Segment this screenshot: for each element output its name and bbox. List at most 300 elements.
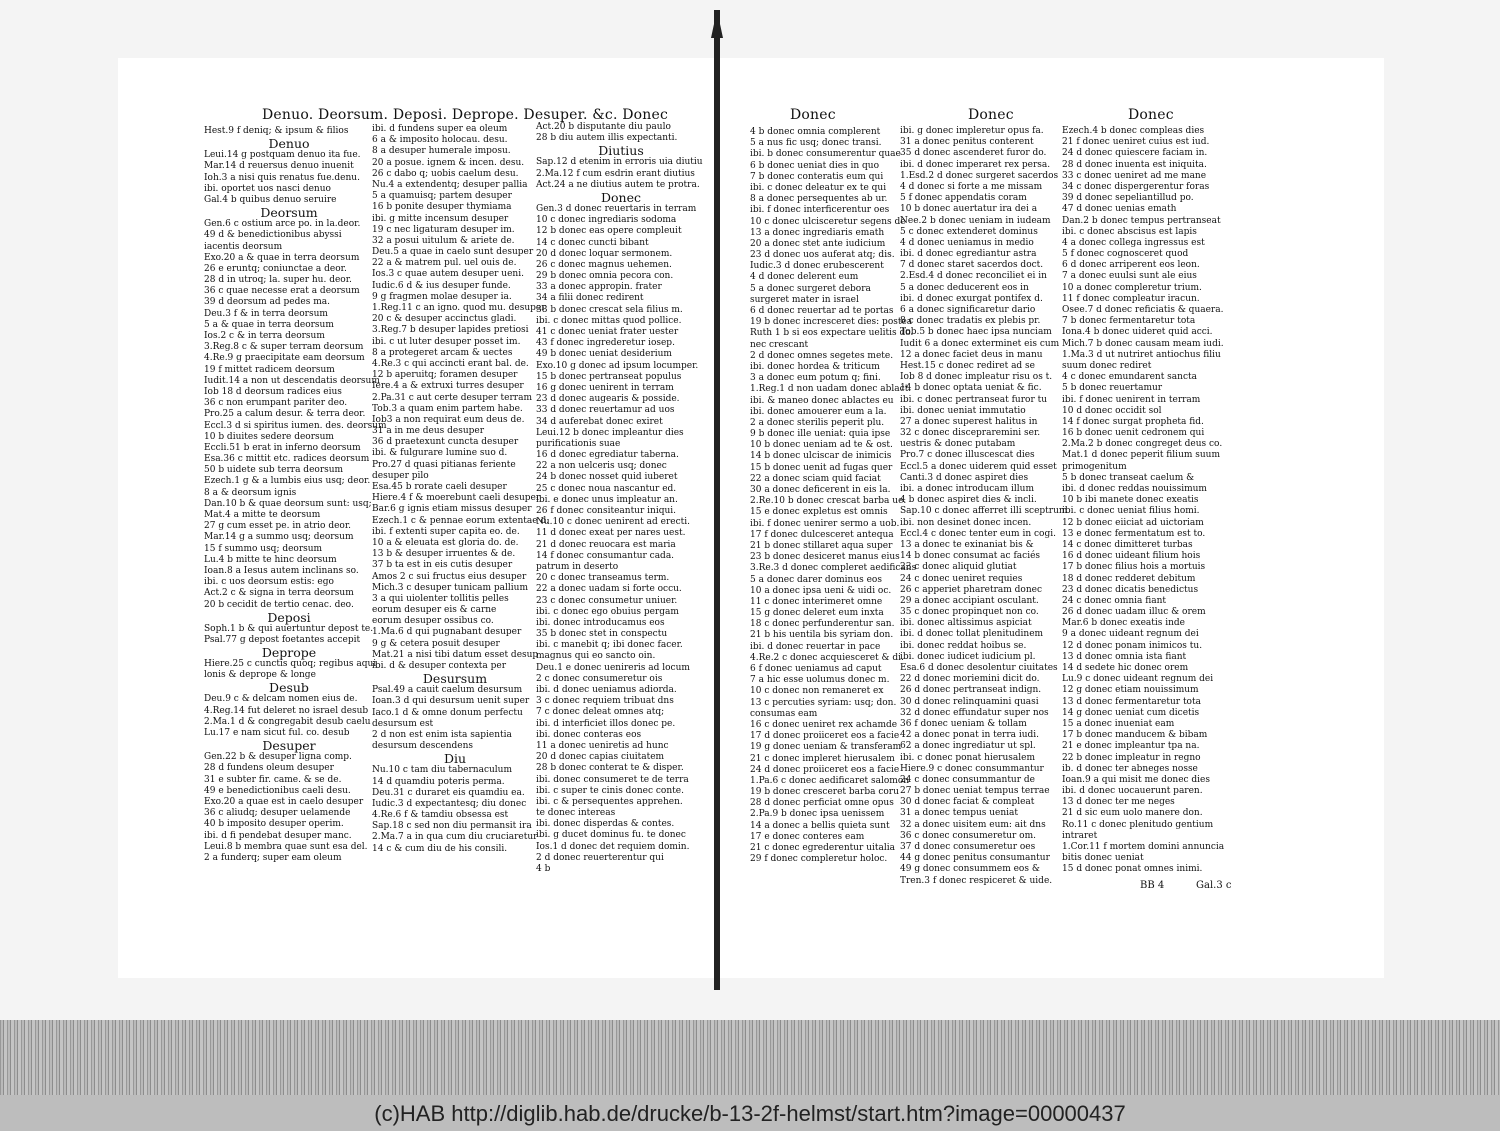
concordance-line: 4.Re.6 f & tamdiu obsessa est	[372, 810, 509, 821]
right-column-1	[750, 127, 917, 883]
concordance-line: 8 c donec tradatis ex plebis pr.	[900, 316, 1041, 327]
section-heading: Diutius	[598, 143, 644, 159]
concordance-line: Deu.1 e donec uenireris ad locum	[536, 662, 690, 673]
concordance-line: 49 e benedictionibus caeli desu.	[204, 785, 351, 796]
concordance-line: 39 d deorsum ad pedes ma.	[204, 297, 330, 308]
concordance-line: 10 c donec non remaneret ex	[750, 686, 884, 697]
concordance-line: 22 a & matrem pul. uel ouis de.	[372, 258, 517, 269]
concordance-line: 18 c donec perfunderentur san.	[750, 619, 895, 630]
concordance-line: 7 b donec conteratis eum qui	[750, 171, 884, 182]
concordance-line: 9 g fragmen molae desuper ia.	[372, 291, 512, 302]
right-column-3	[1062, 126, 1238, 882]
concordance-line: 2 a funderq; super eam oleum	[204, 852, 342, 863]
concordance-line: 14 d sedete hic donec orem	[1062, 663, 1189, 673]
concordance-line: ibi. c donec mittas quod pollice.	[536, 315, 682, 326]
concordance-line: ibi. donec hordea & triticum	[750, 361, 880, 372]
concordance-line: 24 c donec consummantur de	[900, 774, 1035, 785]
concordance-line: 20 a donec stet ante iudicium	[750, 238, 886, 249]
concordance-line: 7 c donec deleat omnes atq;	[536, 707, 665, 718]
concordance-line: 40 b imposito desuper operim.	[204, 819, 344, 830]
concordance-line: 6 d donec reuertar ad te portas	[750, 306, 894, 316]
concordance-line: Ruth 1 b si eos expectare uelitis do.	[750, 328, 914, 339]
section-heading: Deorsum	[260, 205, 318, 221]
concordance-line: 14 c donec cuncti bibant	[536, 237, 649, 248]
concordance-line: Deu.3 f & in terra deorsum	[204, 308, 328, 319]
concordance-line: Iere.4 a & extruxi turres desuper	[372, 381, 524, 392]
concordance-line: 26 c donec magnus uehemen.	[536, 259, 672, 270]
concordance-line: 29 f donec compleretur holoc.	[750, 854, 888, 865]
concordance-line: 1.Esd.2 d donec surgeret sacerdos	[900, 170, 1059, 181]
concordance-line: 5 f donec cognosceret quod	[1062, 249, 1189, 260]
concordance-line: 5 f donec appendatis coram	[900, 193, 1027, 204]
signature-mark: BB 4	[1140, 880, 1165, 891]
concordance-line: ibi. & fulgurare lumine suo d.	[372, 448, 508, 459]
concordance-line: 28 d in utroq; la. super hu. deor.	[204, 275, 352, 286]
concordance-line: Nu.4 a extendentq; desuper pallia	[372, 179, 528, 190]
concordance-line: 10 c donec ulcisceretur segens de	[750, 216, 906, 227]
concordance-line: Eccl.4 c donec tenter eum in cogi.	[900, 528, 1056, 539]
concordance-line: ibi. c manebit q; ibi donec facer.	[536, 640, 683, 651]
concordance-line: 27 g cum esset pe. in atrio deor.	[204, 521, 352, 532]
concordance-line: 5 a donec surgeret debora	[750, 283, 871, 294]
concordance-line: 4.Reg.14 fut deleret no israel desub	[204, 705, 369, 716]
concordance-line: 23 d donec dicatis benedictus	[1062, 584, 1199, 595]
concordance-line: 11 a donec ueniretis ad hunc	[536, 740, 669, 751]
concordance-line: 1.Reg.1 d non uadam donec ablact.	[750, 384, 912, 395]
concordance-line: 1.Ma.6 d qui pugnabant desuper	[372, 627, 522, 638]
concordance-line: Hest.9 f deniq; & ipsum & filios	[204, 126, 349, 136]
concordance-line: Mat.4 a mitte te deorsum	[204, 510, 321, 520]
concordance-line: 19 c nec ligaturam desuper im.	[372, 224, 515, 235]
concordance-line: 16 b ponite desuper thymiama	[372, 202, 512, 213]
concordance-line: 10 a donec ipsa ueni & uidi oc.	[750, 585, 892, 596]
section-heading: Desuper	[262, 738, 316, 754]
concordance-line: ibi. donec iudicet iudicium pl.	[900, 651, 1036, 662]
concordance-line: Ezech.1 g & a lumbis eius usq; deor.	[204, 476, 371, 487]
concordance-line: 36 c donec consumeretur om.	[900, 830, 1036, 841]
concordance-line: ib. d donec ter abneges nosse	[1062, 763, 1198, 774]
concordance-line: 16 g donec uenirent in terram	[536, 382, 674, 393]
concordance-line: Mar.14 g a summo usq; deorsum	[204, 532, 354, 543]
concordance-line: Ro.11 c donec plenitudo gentium	[1062, 819, 1214, 830]
concordance-line: Iob 18 d deorsum radices eius	[204, 386, 342, 397]
concordance-line: 22 d donec moriemini dicit do.	[900, 674, 1040, 685]
concordance-line: 22 b donec impleatur in regno	[1062, 752, 1201, 763]
concordance-line: Exo.20 a quae est in caelo desuper	[204, 796, 364, 807]
concordance-line: 13 a donec te exinaniat bis &	[900, 539, 1034, 550]
concordance-line: 15 e donec expletus est omnis	[750, 507, 888, 518]
concordance-line: Act.2 c & signa in terra deorsum	[204, 588, 354, 599]
concordance-line: 36 c quae necesse erat a deorsum	[204, 286, 360, 297]
concordance-line: Bar.6 g ignis etiam missus desuper	[372, 504, 532, 515]
section-heading: Desub	[269, 680, 309, 696]
concordance-line: 5 a & quae in terra deorsum	[204, 319, 334, 330]
section-heading: Diu	[443, 751, 467, 767]
concordance-line: Iob 8 d donec impleatur risu os t.	[900, 372, 1053, 383]
concordance-line: 8 a protegeret arcam & uectes	[372, 347, 513, 358]
concordance-line: 35 b donec stet in conspectu	[536, 629, 668, 640]
concordance-line: 19 b donec incresceret dies: postea	[750, 317, 913, 328]
concordance-line: 3.Reg.7 b desuper lapides pretiosi	[372, 325, 529, 336]
concordance-line: Sap.12 d etenim in erroris uia diutiu	[536, 157, 703, 168]
right-header-3: Donec	[1128, 107, 1174, 123]
concordance-line: 9 b donec ille ueniat: quia ipse	[750, 429, 891, 440]
concordance-line: Gal.4 b quibus denuo seruire	[204, 194, 337, 205]
concordance-line: ibi. g mitte incensum desuper	[372, 213, 509, 224]
concordance-line: Ioan.3 d qui desursum uenit super	[372, 696, 530, 707]
concordance-line: 10 d donec occidit sol	[1062, 405, 1162, 416]
concordance-line: Ios.1 d donec det requiem domin.	[536, 841, 690, 852]
concordance-line: 1.Pa.6 c donec aedificaret salomon	[750, 775, 910, 786]
concordance-line: 36 d praetexunt cuncta desuper	[372, 437, 519, 448]
concordance-line: Ioan.8 a Iesus autem inclinans so.	[204, 565, 359, 576]
concordance-line: 5 a nus fic usq; donec transi.	[750, 138, 882, 149]
concordance-line: 42 a donec ponat in terra iudi.	[900, 730, 1040, 741]
concordance-line: ibi. g ducet dominus fu. te donec	[536, 830, 686, 841]
concordance-line: Pro.27 d quasi pitianas feriente	[372, 459, 516, 470]
concordance-line: 34 c donec dispergerentur foras	[1062, 181, 1210, 192]
concordance-line: 5 a donec darer dominus eos	[750, 574, 882, 585]
concordance-line: Iob3 a non requirat eum deus de.	[372, 414, 525, 425]
concordance-line: 5 b donec transeat caelum &	[1062, 472, 1195, 483]
concordance-line: 13 c percuties syriam: usq; don.	[750, 697, 897, 708]
concordance-line: 6 a donec significaretur dario	[900, 305, 1036, 315]
concordance-line: Ioan.9 a qui misit me donec dies	[1062, 774, 1211, 785]
concordance-line: Eccl.5 a donec uiderem quid esset	[900, 461, 1057, 472]
concordance-line: 19 g donec ueniam & transferam	[750, 742, 902, 753]
concordance-line: 43 f donec ingrederetur iosep.	[536, 338, 675, 349]
concordance-line: 8 a donec persequentes ab ur.	[750, 194, 888, 205]
concordance-line: 5 b donec reuertamur	[1062, 383, 1163, 394]
concordance-line: 24 d donec quiescere faciam in.	[1062, 148, 1208, 159]
concordance-line: 17 d donec proiiceret eos a facie	[750, 731, 900, 742]
concordance-line: 20 b cecidit de tertio cenac. deo.	[204, 599, 354, 610]
concordance-line: desursum descendens	[372, 741, 473, 752]
concordance-line: ibi. d donec tollat plenitudinem	[900, 629, 1044, 640]
concordance-line: 26 c apperiet pharetram donec	[900, 584, 1042, 595]
concordance-line: 1.Reg.11 c an igno. quod mu. desuper	[372, 303, 546, 313]
left-page-header: Denuo. Deorsum. Deposi. Deprope. Desuper. &c. Donec	[262, 107, 669, 123]
concordance-line: 6 b donec ueniat dies in quo	[750, 160, 880, 171]
concordance-line: 31 a in me deus desuper	[372, 426, 485, 437]
concordance-line: 28 b donec conterat te & disper.	[536, 763, 684, 774]
concordance-line: 22 a donec sciam quid faciat	[750, 473, 881, 484]
concordance-line: ibi. d donec egrediantur astra	[900, 249, 1037, 260]
concordance-line: 14 b donec ulciscar de inimicis	[750, 451, 892, 462]
concordance-line: 2.Pa.9 b donec ipsa uenissem	[750, 809, 885, 820]
concordance-line: Tob.5 b donec haec ipsa nunciam	[900, 327, 1052, 338]
concordance-line: 16 d donec uideant filium hois	[1062, 551, 1201, 562]
concordance-line: 9 g & cetera posuit desuper	[372, 638, 500, 649]
concordance-line: Ezech.1 c & pennae eorum extentae d.	[372, 515, 550, 526]
concordance-line: 5 c donec extenderet dominus	[900, 226, 1038, 237]
concordance-line: 15 f summo usq; deorsum	[204, 543, 323, 554]
concordance-line: ibi. d donec reddas nouissimum	[1062, 484, 1207, 494]
concordance-line: 14 c donec dimitteret turbas	[1062, 539, 1193, 550]
concordance-line: 3.Reg.8 c & super terram deorsum	[204, 342, 364, 353]
concordance-line: 4 d donec si forte a me missam	[900, 181, 1043, 192]
concordance-line: ibi. donec ueniat immutatio	[900, 405, 1026, 416]
concordance-line: lonis & deprope & longe	[204, 670, 316, 681]
concordance-line: Deu.9 c & delcam nomen eius de.	[204, 694, 358, 705]
concordance-line: 12 a donec faciet deus in manu	[900, 349, 1043, 360]
concordance-line: Sap.18 c sed non diu permansit ira	[372, 821, 532, 832]
concordance-line: 3.Re.3 d donec compleret aedificans	[750, 563, 917, 574]
concordance-line: Gen.6 c ostium arce po. in la.deor.	[204, 219, 361, 230]
concordance-line: 33 d donec reuertamur ad uos	[536, 405, 675, 416]
concordance-line: 2 a donec sterilis peperit plu.	[750, 417, 885, 428]
concordance-line: ibi. c super te cinis donec conte.	[536, 785, 684, 796]
concordance-line: 5 a donec deducerent eos in	[900, 282, 1029, 293]
concordance-line: 30 d donec faciat & compleat	[900, 797, 1035, 808]
concordance-line: 12 b aperuitq; foramen desuper	[372, 370, 518, 381]
right-column-2	[900, 126, 1068, 886]
concordance-line: Act.20 b disputante diu paulo	[536, 122, 671, 132]
concordance-line: ibi. d donec reuertar in pace	[750, 641, 881, 652]
concordance-line: 12 b donec eiiciat ad uictoriam	[1062, 517, 1204, 528]
concordance-line: 4 a donec collega ingressus est	[1062, 237, 1205, 248]
concordance-line: Eccli.51 b erat in inferno deorsum	[204, 442, 361, 453]
concordance-line: 10 b diuites sedere deorsum	[204, 431, 334, 442]
concordance-line: ibi. & maneo donec ablactes eu	[750, 395, 894, 406]
concordance-line: 37 b ta est in eis cutis desuper	[372, 560, 513, 571]
concordance-line: Pro.25 a calum desur. & terra deor.	[204, 409, 366, 420]
concordance-line: 26 d donec pertranseat indign.	[900, 685, 1042, 696]
concordance-line: 13 d donec fermentaretur tota	[1062, 696, 1201, 707]
concordance-line: 21 e donec impleantur tpa na.	[1062, 741, 1200, 752]
concordance-line: 13 e donec fermentatum est to.	[1062, 528, 1206, 539]
concordance-line: 19 f mittet radicem deorsum	[204, 364, 335, 375]
concordance-line: ibi. f donec uenirer sermo a uob.	[750, 518, 900, 529]
concordance-line: 27 b donec ueniat tempus terrae	[900, 786, 1050, 797]
concordance-line: ibi. donec reddat hoibus se.	[900, 640, 1027, 651]
concordance-line: purificationis suae	[536, 438, 621, 449]
concordance-line: 19 b donec cresceret barba coru	[750, 787, 899, 798]
concordance-line: Exo.10 g donec ad ipsum locumper.	[536, 360, 699, 371]
concordance-line: 14 b donec consumat ac faciés	[900, 551, 1041, 562]
concordance-line: 2.Ma.12 f cum esdrin erant diutius	[536, 168, 695, 179]
concordance-line: suum donec rediret	[1062, 360, 1152, 371]
concordance-line: 14 b donec optata ueniat & fic.	[900, 383, 1042, 394]
concordance-line: 49 g donec consummem eos &	[900, 864, 1040, 875]
concordance-line: ibi. donec introducamus eos	[536, 617, 665, 628]
concordance-line: Hest.15 c donec rediret ad se	[900, 360, 1035, 371]
concordance-line: ibi. b donec consumerentur quae	[750, 149, 901, 160]
concordance-line: 6 a & imposito holocau. desu.	[372, 135, 508, 146]
concordance-line: 28 d fundens oleum desuper	[204, 763, 334, 774]
book-gutter	[714, 10, 720, 990]
concordance-line: 4 b	[536, 864, 551, 874]
concordance-line: ibi. d donec imperaret rex persa.	[900, 159, 1051, 170]
concordance-line: 21 b his uentila bis syriam don.	[750, 630, 894, 641]
right-header-2: Donec	[968, 107, 1014, 123]
concordance-line: nec crescant	[750, 339, 809, 350]
concordance-line: 10 b donec auertatur ira dei a	[900, 204, 1038, 215]
concordance-line: 47 d donec uenias emath	[1062, 204, 1177, 215]
concordance-line: 10 a donec compleretur trium.	[1062, 282, 1202, 293]
concordance-line: 23 d donec uos auferat atq; dis.	[750, 250, 895, 261]
concordance-line: 21 d donec reuocara est maria	[536, 539, 676, 550]
concordance-line: 32 a posui uitulum & ariete de.	[372, 235, 515, 246]
concordance-line: Iudic.3 d expectantesq; diu donec	[372, 798, 527, 809]
concordance-line: 26 c dabo q; uobis caelum desu.	[372, 168, 519, 179]
concordance-line: 15 b donec uenit ad fugas quer	[750, 462, 893, 473]
concordance-line: 2.Esd.4 d donec reconciliet ei in	[900, 271, 1047, 282]
concordance-line: 17 b donec manducem & bibam	[1062, 730, 1208, 741]
concordance-line: Nee.2 b donec ueniam in iudeam	[900, 215, 1051, 226]
concordance-line: 37 d donec consumeretur oes	[900, 842, 1036, 852]
concordance-line: 7 a donec euulsi sunt ale eius	[1062, 271, 1197, 282]
concordance-line: 32 c donec discepraremini ser.	[900, 428, 1041, 439]
concordance-line: desuper pilo	[372, 470, 429, 481]
concordance-line: Mar.6 b donec exeatis inde	[1062, 618, 1185, 629]
concordance-line: ibi. non desinet donec incen.	[900, 517, 1032, 528]
concordance-line: Esa.6 d donec desolentur ciuitates	[900, 663, 1058, 673]
concordance-line: Mat.21 a nisi tibi datum esset desup	[372, 649, 539, 660]
concordance-line: iacentis deorsum	[204, 241, 283, 252]
concordance-line: Hiere.9 c donec consummantur	[900, 763, 1044, 774]
concordance-line: 2 d donec omnes segetes mete.	[750, 350, 894, 361]
concordance-line: 2.Ma.1 d & congregabit desub caelu	[204, 716, 371, 727]
concordance-line: Dan.10 b & quae deorsum sunt: usq;	[204, 498, 372, 509]
concordance-line: Tren.3 f donec respiceret & uide.	[900, 875, 1053, 886]
concordance-line: ibi. c donec abscisus est lapis	[1062, 226, 1197, 237]
concordance-line: 2 c donec consumeretur ois	[536, 673, 663, 684]
concordance-line: 36 c non erumpant pariter deo.	[204, 398, 348, 409]
section-heading: Denuo	[268, 136, 310, 152]
concordance-line: Deu.5 a quae in caelo sunt desuper	[372, 247, 534, 258]
concordance-line: ibi. d donec exurgat pontifex d.	[900, 293, 1043, 304]
concordance-line: 39 d donec sepeliantillud po.	[1062, 193, 1194, 204]
concordance-line: 17 b donec filius hois a mortuis	[1062, 562, 1206, 573]
concordance-line: 62 a donec ingrediatur ut spl.	[900, 741, 1036, 752]
concordance-line: 13 a donec ingrediaris emath	[750, 227, 885, 238]
concordance-line: 11 f donec compleatur iracun.	[1062, 293, 1200, 304]
concordance-line: ibi. f extenti super capita eo. de.	[372, 526, 520, 537]
concordance-line: 23 c donec aliquid glutiat	[900, 562, 1017, 573]
concordance-line: ibi. f donec interficerentur oes	[750, 205, 890, 216]
concordance-line: 10 c donec ingrediaris sodoma	[536, 215, 677, 226]
concordance-line: Iudit.14 a non ut descendatis deorsum	[204, 375, 380, 386]
concordance-line: 4 c donec emundarent sancta	[1062, 372, 1197, 383]
concordance-line: 23 b donec desiceret manus eius	[750, 552, 900, 563]
concordance-line: intraret	[1062, 830, 1098, 841]
concordance-line: 9 a donec uideant regnum dei	[1062, 629, 1199, 640]
concordance-line: ibi. d interficiet illos donec pe.	[536, 718, 676, 729]
concordance-line: 1.Ma.3 d ut nutriret antiochus filiu	[1062, 349, 1221, 360]
concordance-line: patrum in deserto	[536, 561, 619, 572]
concordance-line: 4 d donec delerent eum	[750, 272, 859, 283]
concordance-line: ibi. donec amouerer eum a la.	[750, 406, 887, 417]
concordance-line: ibi. d fundens super ea oleum	[372, 124, 508, 134]
concordance-line: 3 a qui uiolenter tollitis pelles	[372, 593, 509, 604]
concordance-line: 2.Ma.2 b donec congreget deus co.	[1062, 439, 1223, 450]
concordance-line: 21 d sic eum uolo manere don.	[1062, 808, 1203, 819]
concordance-line: 21 c donec impleret hierusalem	[750, 753, 895, 764]
concordance-line: 31 e subter fir. came. & se de.	[204, 774, 342, 785]
concordance-line: 20 d donec loquar sermonem.	[536, 248, 673, 259]
concordance-line: 26 d donec uadam illuc & orem	[1062, 607, 1206, 618]
concordance-line: 24 c donec ueniret requies	[900, 573, 1023, 584]
concordance-line: 23 d donec augearis & posside.	[536, 394, 680, 405]
concordance-line: 29 b donec omnia pecora con.	[536, 271, 674, 282]
concordance-line: 10 a & eleuata est gloria do. de.	[372, 537, 519, 548]
concordance-line: 11 c donec interimeret omne	[750, 596, 883, 607]
concordance-line: Psal.49 a cauit caelum desursum	[372, 685, 523, 696]
concordance-line: 4.Re.3 c qui accincti erant bal. de.	[372, 358, 529, 369]
concordance-line: 16 d donec egrediatur taberna.	[536, 450, 679, 461]
concordance-line: 2.Pa.31 c aut certe desuper terram	[372, 392, 532, 403]
concordance-line: 13 d donec ter me neges	[1062, 797, 1175, 808]
concordance-line: Exo.20 a & quae in terra deorsum	[204, 252, 360, 263]
section-heading: Desursum	[422, 671, 488, 687]
concordance-line: Deu.31 c duraret eis quamdiu ea.	[372, 787, 525, 798]
concordance-line: 13 b & desuper irruentes & de.	[372, 549, 516, 560]
concordance-line: uestris & donec putabam	[900, 439, 1016, 450]
concordance-line: ibi. c & persequentes apprehen.	[536, 796, 683, 807]
concordance-line: 28 d donec inuenta est iniquita.	[1062, 159, 1207, 170]
concordance-line: 29 a donec accipiant osculant.	[900, 595, 1039, 606]
concordance-line: 24 c donec omnia fiant	[1062, 595, 1167, 606]
section-heading: Deprope	[261, 645, 317, 661]
concordance-line: 33 c donec ueniret ad me mane	[1062, 170, 1207, 181]
concordance-line: Osee.7 d donec reficiatis & quaera.	[1062, 305, 1224, 315]
concordance-line: 14 a donec a bellis quieta sunt	[750, 820, 890, 831]
concordance-line: 2.Ma.7 a in qua cum diu cruciaretur	[372, 832, 538, 843]
concordance-line: Nu.10 c donec uenirent ad erecti.	[536, 517, 690, 528]
concordance-line: 4 d donec ueniamus in medio	[900, 237, 1034, 248]
concordance-line: Iudic.6 d & ius desuper funde.	[372, 280, 511, 291]
concordance-line: 21 b donec stillaret aqua super	[750, 540, 893, 551]
concordance-line: 12 g donec etiam nouissimum	[1062, 685, 1199, 696]
concordance-line: ibi. donec disperdas & contes.	[536, 819, 675, 830]
concordance-line: 10 b donec ueniam ad te & ost.	[750, 440, 893, 451]
concordance-line: 16 b donec uenit cedronem qui	[1062, 428, 1205, 439]
concordance-line: 21 c donec egrederentur uitalia	[750, 843, 896, 853]
concordance-line: Mich.7 b donec causam meam iudi.	[1062, 338, 1224, 349]
concordance-line: 50 b uidete sub terra deorsum	[204, 465, 344, 476]
concordance-line: 20 c & desuper accinctus gladi.	[372, 314, 517, 325]
concordance-line: ibi. e donec unus impleatur an.	[536, 494, 678, 505]
concordance-line: 4 b donec omnia complerent	[750, 127, 881, 137]
right-header-1: Donec	[790, 107, 836, 123]
concordance-line: 24 d donec proiiceret eos a facie	[750, 764, 900, 775]
concordance-line: Mich.3 c desuper tunicam pallium	[372, 582, 529, 593]
concordance-line: 16 c donec ueniret rex achamde	[750, 719, 898, 730]
concordance-line: ibi. donec altissimus aspiciat	[900, 618, 1032, 629]
concordance-line: 7 d donec staret sacerdos doct.	[900, 260, 1044, 271]
concordance-line: 5 a quamuisq; partem desuper	[372, 191, 512, 202]
concordance-line: 35 d donec ascenderet furor do.	[900, 148, 1047, 159]
concordance-line: Nu.10 c tam diu tabernaculum	[372, 765, 513, 776]
concordance-line: ibi. oportet uos nasci denuo	[204, 183, 331, 194]
left-column-3	[536, 122, 706, 890]
concordance-line: eorum desuper eis & carne	[372, 605, 497, 616]
section-heading: Deposi	[267, 609, 311, 625]
concordance-line: 18 d donec redderet debitum	[1062, 573, 1196, 584]
concordance-line: 20 d donec capias ciuitatem	[536, 752, 665, 763]
concordance-line: 7 a hic esse uolumus donec m.	[750, 675, 890, 686]
concordance-line: 6 d donec arriperent eos leon.	[1062, 260, 1200, 271]
concordance-line: 27 a donec superest halitus in	[900, 416, 1038, 427]
concordance-line: ibi. d & desuper contexta per	[372, 661, 506, 671]
concordance-line: 2 d non est enim ista sapientia	[372, 729, 512, 740]
concordance-line: ibi. c uos deorsum estis: ego	[204, 577, 334, 588]
concordance-line: 36 c aliudq; desuper uelamende	[204, 808, 351, 819]
concordance-line: 3 c donec requiem tribuat dns	[536, 696, 674, 707]
concordance-line: ibi. d donec ueniamus adiorda.	[536, 685, 677, 695]
concordance-line: 26 e eruntq; coniunctae a deor.	[204, 263, 347, 274]
